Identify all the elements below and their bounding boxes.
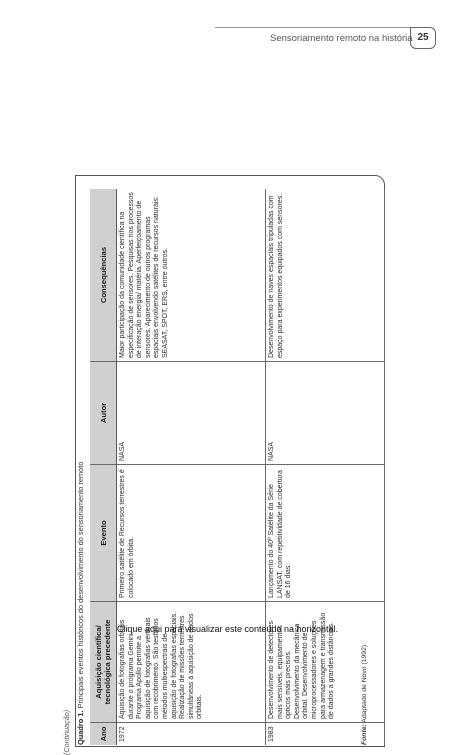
caption-text: Principais eventos históricos do desenvolvimento do sensoriamento remoto — [76, 461, 85, 709]
source-text: Adaptado de Novo (1992). — [361, 642, 368, 723]
cell-aquisicao: Aquisição de fotografias orbitais durante o programa Gemini. Programa Apollo permite a aquisição de fotografias verticais com recobrimento. São testados métodos multiespectrais de aquisição de fotografias espaciais. Realização de missões terrestres simultâneas à aquisição de dados orbitais. — [117, 602, 265, 723]
table-row — [117, 189, 266, 745]
cell-ano: 1983 — [268, 726, 275, 742]
cell-autor: NASA — [117, 362, 265, 465]
header-rule — [215, 27, 410, 28]
view-horizontal-link[interactable]: Clique aqui para visualizar este conteúdo na horizontal. — [116, 624, 339, 634]
cell-evento: Lançamento do 40º Satélite da Série LANSAT, com repetitividade de cobertura de 16 dias. — [266, 465, 384, 602]
cell-aquisicao: Desenvolvimento de detectores mais sensíveis, equipamentos ópticos mais precisos. Desenvolvimento da mecânica orbital. Desenvolvimento de microprocessadores e soluções para armazenagem e transmissão de dados a grandes distâncias. — [266, 602, 384, 723]
page-number: 25 — [410, 27, 436, 49]
cell-consequencias: Desenvolvimento de naves espaciais tripuladas com espaço para experimentos equipados com sensores. — [266, 189, 384, 362]
caption-label: Quadro 1. — [76, 710, 85, 745]
cell-consequencias: Maior participação da comunidade científica na especificação de sensores. Pesquisas nos processos de interação energia/ matéria. Aperfeiçoamento de sensores. Aparecimento de outros programas espaciais envolvendo satélites de recursos naturais: SEASAT, SPOT, ERS, entre outros. — [117, 189, 265, 362]
running-header-title: Sensoriamento remoto na história — [270, 33, 413, 44]
continuation-label: (Continuação) — [62, 709, 71, 755]
header-evento: Evento — [90, 465, 116, 602]
rotated-table-page — [61, 175, 385, 755]
header-autor: Autor — [90, 362, 116, 465]
table-source — [361, 643, 370, 745]
cell-autor: NASA — [266, 362, 384, 465]
cell-ano: 1972 — [119, 726, 126, 742]
history-table — [90, 189, 385, 745]
table-caption — [77, 462, 86, 745]
cell-evento: Primeiro satélite de Recursos terrestres é colocado em órbita. — [117, 465, 265, 602]
header-ano: Ano — [98, 726, 108, 742]
header-consequencias: Consequências — [90, 189, 116, 362]
table-header-row — [90, 189, 117, 745]
header-aquisicao: Aquisição científica/ tecnológica precedente — [90, 602, 116, 723]
source-label: Fonte: — [361, 724, 368, 745]
